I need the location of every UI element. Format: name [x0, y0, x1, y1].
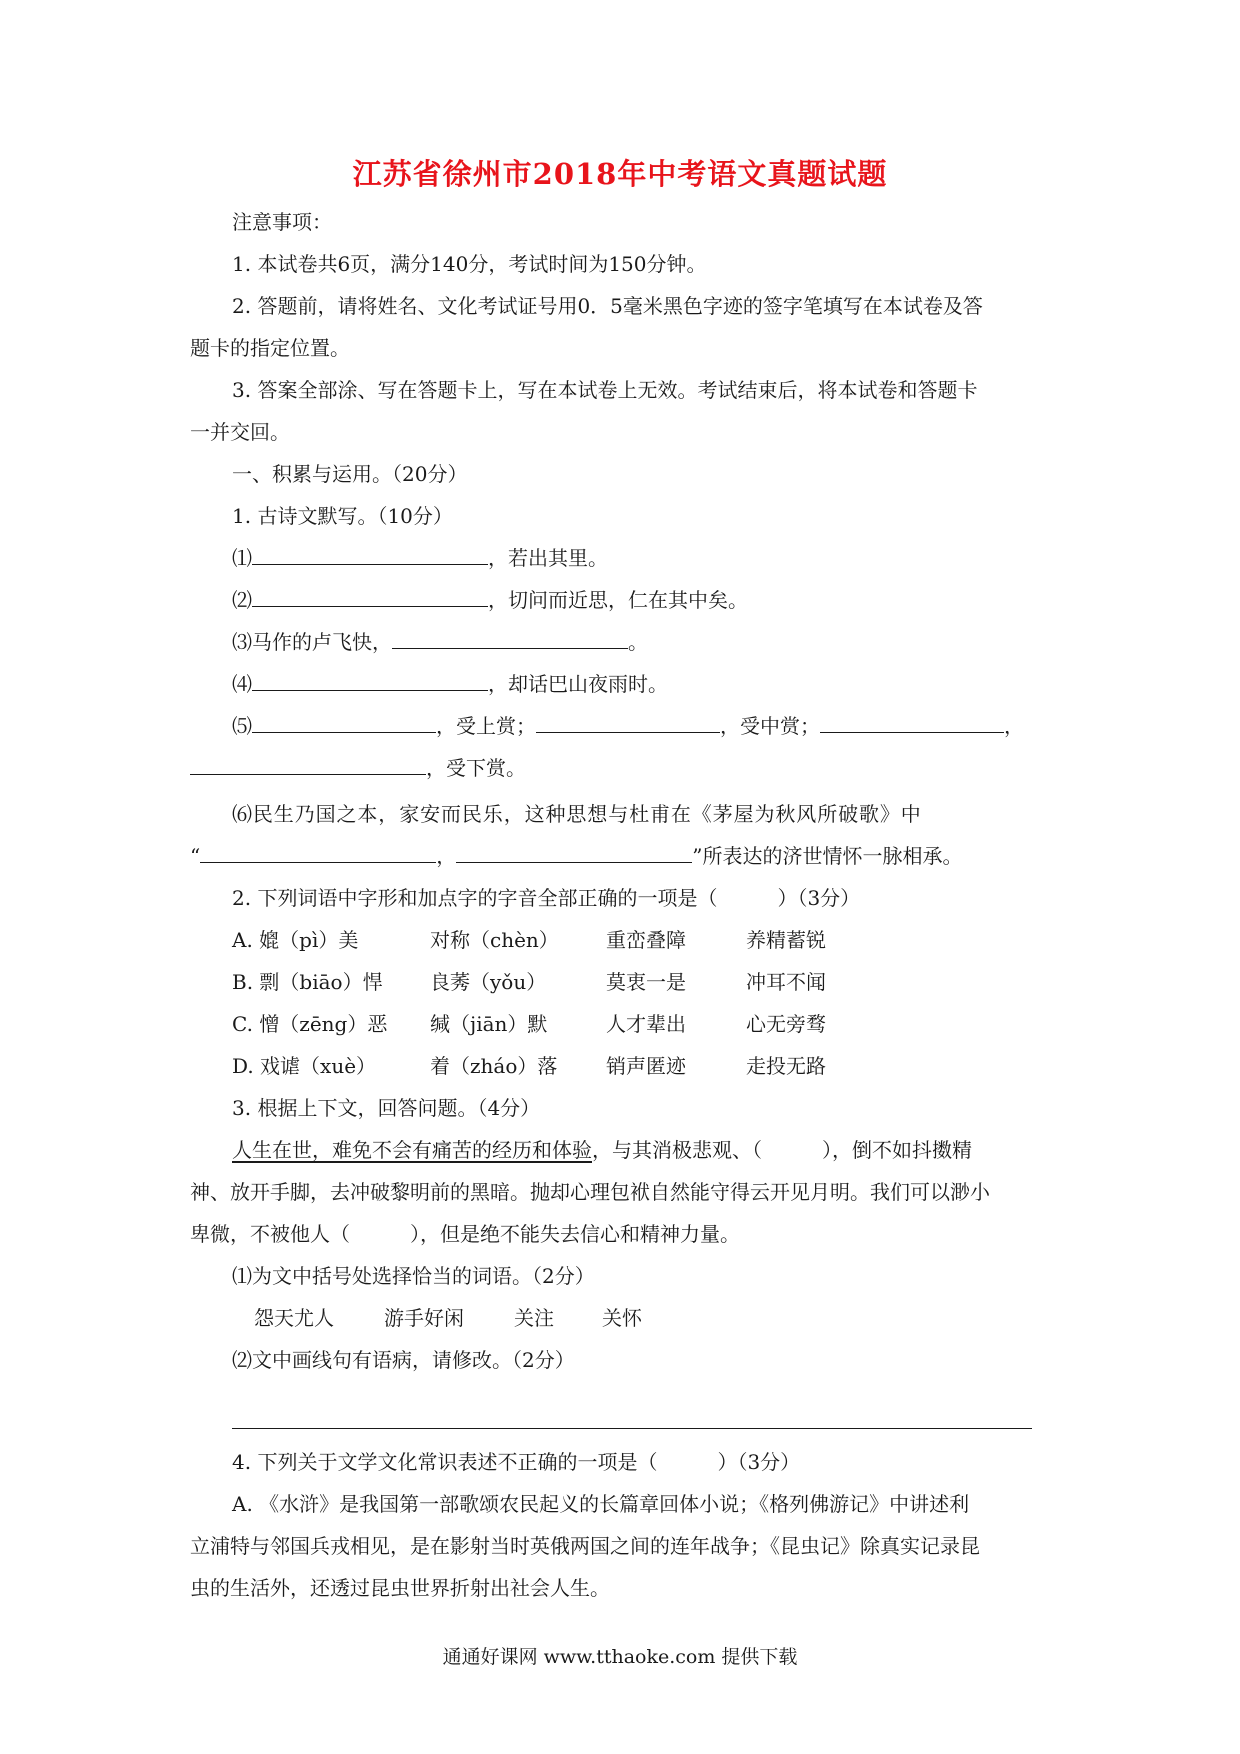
q1-line-5-a: ，受上赏； [436, 714, 536, 738]
q1-line-2-text: ，切问而近思，仁在其中矣。 [488, 588, 748, 612]
q2-c-4: 心无旁骛 [746, 1012, 826, 1036]
q3-heading: 3. 根据上下文，回答问题。（4分） [232, 1096, 541, 1120]
q3-sub-1: ⑴为文中括号处选择恰当的词语。（2分） [232, 1264, 595, 1288]
q3-underlined-sentence: 人生在世，难免不会有痛苦的经历和体验 [232, 1138, 592, 1162]
q2-b-3: 莫衷一是 [606, 970, 686, 994]
q1-line-5-c: ， [1004, 714, 1024, 738]
q1-line-1-num: ⑴ [232, 546, 252, 570]
q2-b-2: 良莠（yǒu） [430, 970, 547, 994]
q1-line-5-b: ，受中赏； [720, 714, 820, 738]
q2-b-1: B. 剽（biāo）悍 [232, 970, 383, 994]
q2-c-3: 人才辈出 [606, 1012, 686, 1036]
q3-paragraph-line-1 [232, 1136, 1060, 1164]
q1-line-3 [232, 628, 1060, 656]
q1-line-4-num: ⑷ [232, 672, 252, 696]
answer-blank[interactable] [252, 544, 488, 565]
q2-a-4: 养精蓄锐 [746, 928, 826, 952]
q1-line-6: ⑹民生乃国之本，家安而民乐，这种思想与杜甫在《茅屋为秋风所破歌》中 [232, 802, 922, 826]
q3-sub-2: ⑵文中画线句有语病，请修改。（2分） [232, 1348, 575, 1372]
q1-line-2 [232, 586, 1060, 614]
notice-item-3b: 一并交回。 [190, 420, 290, 444]
q2-option-b [232, 968, 1060, 996]
notice-item-2b: 题卡的指定位置。 [190, 336, 350, 360]
q1-line-4 [232, 670, 1060, 698]
q1-line-4-text: ，却话巴山夜雨时。 [488, 672, 668, 696]
q1-line-3-post: 。 [628, 630, 648, 654]
answer-blank[interactable] [392, 628, 628, 649]
q1-line-5 [232, 712, 1060, 740]
q2-d-3: 销声匿迹 [606, 1054, 686, 1078]
q3-paragraph-line-3: 卑微，不被他人（ ），但是绝不能失去信心和精神力量。 [190, 1222, 740, 1246]
q2-d-2: 着（zháo）落 [430, 1054, 558, 1078]
answer-blank[interactable] [200, 842, 436, 863]
q1-line-6-end: ”所表达的济世情怀一脉相承。 [692, 844, 963, 868]
notice-heading: 注意事项： [232, 210, 332, 234]
answer-blank[interactable] [252, 670, 488, 691]
q2-a-1: A. 媲（pì）美 [232, 928, 359, 952]
q3-choice-2: 游手好闲 [384, 1306, 464, 1330]
section-1-heading: 一、积累与运用。（20分） [232, 462, 468, 486]
q1-line-5-cont [190, 754, 1060, 782]
q2-option-d [232, 1052, 1060, 1080]
q3-answer-line[interactable] [232, 1428, 1032, 1429]
q4-option-a-line-1: A. 《水浒》是我国第一部歌颂农民起义的长篇章回体小说；《格列佛游记》中讲述利 [232, 1492, 970, 1516]
q3-choice-1: 怨天尤人 [254, 1306, 334, 1330]
q2-a-3: 重峦叠障 [606, 928, 686, 952]
answer-blank[interactable] [190, 754, 426, 775]
page-footer: 通通好课网 www.tthaoke.com 提供下载 [442, 1646, 798, 1668]
q1-line-6-cont [190, 842, 1060, 870]
notice-item-3a: 3. 答案全部涂、写在答题卡上，写在本试卷上无效。考试结束后，将本试卷和答题卡 [232, 378, 978, 402]
q1-line-3-pre: ⑶马作的卢飞快， [232, 630, 392, 654]
q4-heading: 4. 下列关于文学文化常识表述不正确的一项是（ ）（3分） [232, 1450, 801, 1474]
q3-paragraph-line-1-rest: ，与其消极悲观、（ ），倒不如抖擞精 [592, 1138, 972, 1162]
q2-a-2: 对称（chèn） [430, 928, 559, 952]
q3-choices [254, 1304, 954, 1332]
q1-heading: 1. 古诗文默写。（10分） [232, 504, 453, 528]
q2-option-a [232, 926, 1060, 954]
q1-line-6-mid: ， [436, 844, 457, 868]
q3-choice-3: 关注 [514, 1306, 554, 1330]
q3-choice-4: 关怀 [602, 1306, 642, 1330]
q2-c-2: 缄（jiān）默 [430, 1012, 548, 1036]
notice-item-1: 1. 本试卷共6页，满分140分，考试时间为150分钟。 [232, 252, 707, 276]
answer-blank[interactable] [456, 842, 692, 863]
q2-b-4: 冲耳不闻 [746, 970, 826, 994]
q1-line-1 [232, 544, 1060, 572]
q1-line-5-num: ⑸ [232, 714, 252, 738]
q1-line-6-open: “ [190, 844, 201, 868]
q1-line-2-num: ⑵ [232, 588, 252, 612]
q3-paragraph-line-2: 神、放开手脚，去冲破黎明前的黑暗。抛却心理包袱自然能守得云开见月明。我们可以渺小 [190, 1180, 990, 1204]
answer-blank[interactable] [252, 712, 436, 733]
q2-c-1: C. 憎（zēng）恶 [232, 1012, 388, 1036]
answer-blank[interactable] [536, 712, 720, 733]
q4-option-a-line-2: 立浦特与邻国兵戎相见，是在影射当时英俄两国之间的连年战争；《昆虫记》除真实记录昆 [190, 1534, 980, 1558]
page-title: 江苏省徐州市2018年中考语文真题试题 [352, 157, 888, 191]
q2-d-1: D. 戏谑（xuè） [232, 1054, 377, 1078]
q2-option-c [232, 1010, 1060, 1038]
notice-item-2a: 2. 答题前，请将姓名、文化考试证号用0．5毫米黑色字迹的签字笔填写在本试卷及答 [232, 294, 983, 318]
answer-blank[interactable] [820, 712, 1004, 733]
q1-line-5-d: ，受下赏。 [426, 756, 526, 780]
answer-blank[interactable] [252, 586, 488, 607]
q2-heading: 2. 下列词语中字形和加点字的字音全部正确的一项是（ ）（3分） [232, 886, 861, 910]
q4-option-a-line-3: 虫的生活外，还透过昆虫世界折射出社会人生。 [190, 1576, 610, 1600]
q2-d-4: 走投无路 [746, 1054, 826, 1078]
q1-line-1-text: ，若出其里。 [488, 546, 608, 570]
